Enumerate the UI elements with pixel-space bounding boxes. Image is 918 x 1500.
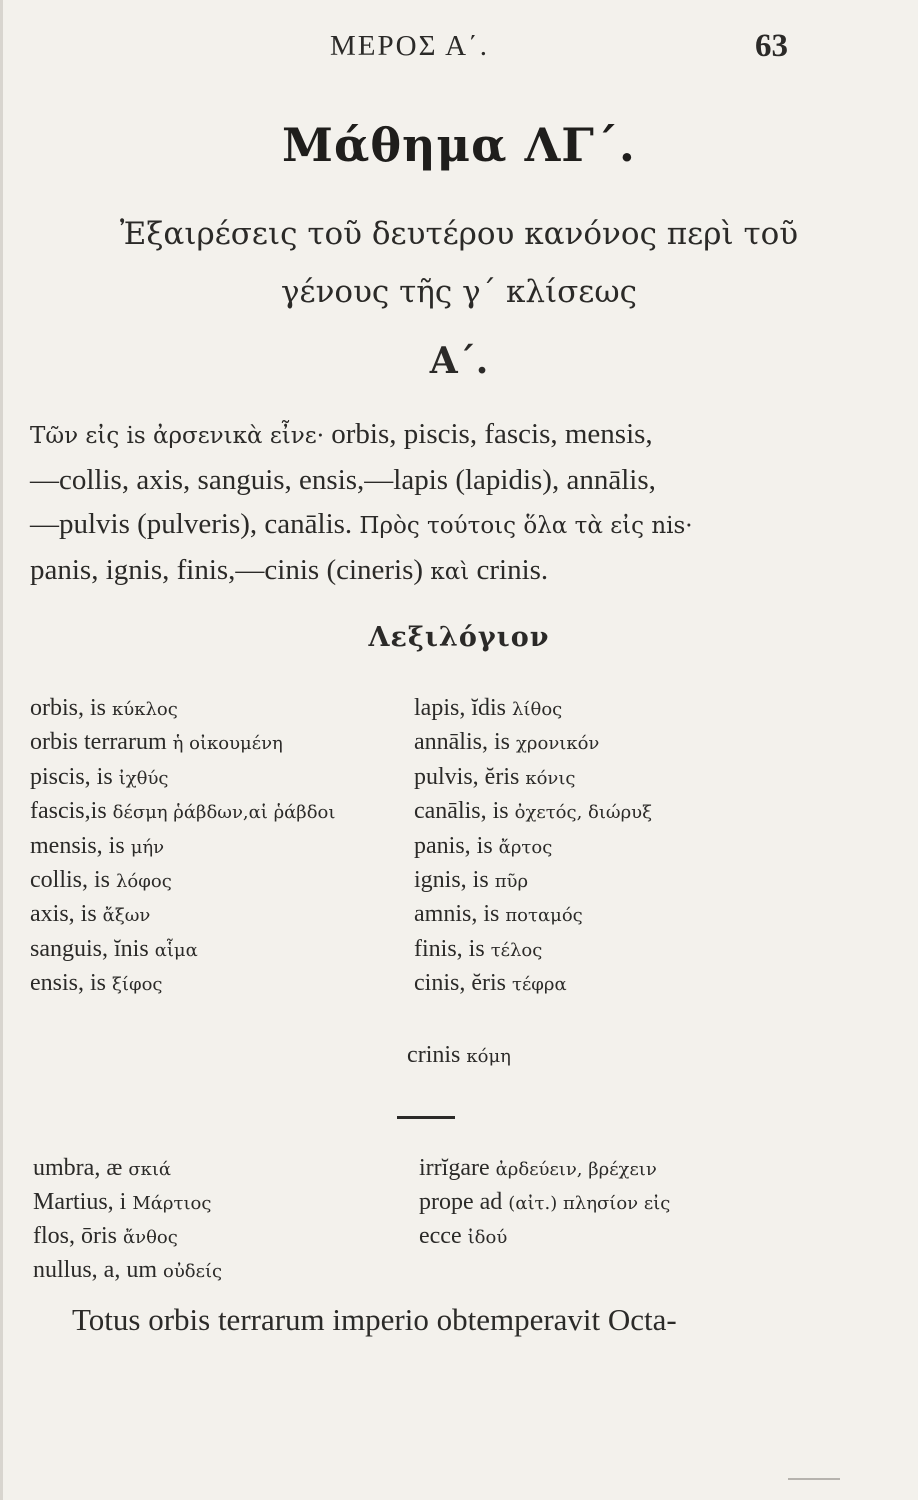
lexicon-entry xyxy=(30,761,405,795)
entry-greek: ξίφος xyxy=(112,974,163,996)
rule-line-3-latin: —pulvis (pulveris), canālis. xyxy=(30,508,360,540)
entry-latin: annālis, is xyxy=(414,729,516,756)
rule-line-1 xyxy=(30,412,810,458)
lexicon-entry xyxy=(30,898,405,932)
entry-latin: canālis, is xyxy=(414,798,515,825)
entry-latin: piscis, is xyxy=(30,763,119,790)
entry-latin: lapis, ĭdis xyxy=(414,695,513,721)
rule-line-1-latin: orbis, piscis, fascis, mensis, xyxy=(324,418,653,450)
rule-line-3-greek: Πρὸς τούτοις ὅλα τὰ εἰς nis· xyxy=(359,513,693,539)
entry-greek: πῦρ xyxy=(494,871,529,893)
entry-greek: χρονικόν xyxy=(516,733,600,755)
entry-latin: flos, ōris xyxy=(33,1223,123,1249)
entry-greek: ἀρδεύειν, βρέχειν xyxy=(495,1159,657,1180)
lexicon-entry xyxy=(414,830,814,864)
entry-greek: μήν xyxy=(130,836,165,858)
entry-greek: ποταμός xyxy=(505,905,583,927)
entry-greek: τέλος xyxy=(490,939,543,961)
vocab-entry xyxy=(419,1186,819,1220)
rule-line-1-greek: Τῶν εἰς is ἀρσενικὰ εἶνε· xyxy=(30,423,325,449)
entry-latin: irrĭgare xyxy=(419,1155,496,1181)
entry-greek: κύκλος xyxy=(112,699,178,720)
entry-latin: ensis, is xyxy=(30,970,113,997)
entry-greek: αἷμα xyxy=(154,939,198,961)
lexicon-entry xyxy=(414,898,814,932)
lexicon-entry xyxy=(30,726,405,760)
entry-greek: τέφρα xyxy=(511,974,567,996)
vocab-entry xyxy=(33,1186,393,1220)
entry-latin: pulvis, ĕris xyxy=(414,763,526,790)
subtitle-line-1: Ἐξαιρέσεις τοῦ δευτέρου κανόνος περὶ τοῦ xyxy=(119,216,799,252)
lexicon-entry xyxy=(414,692,814,726)
lexicon-entry xyxy=(414,864,814,898)
entry-greek: ἄξων xyxy=(102,905,151,927)
entry-latin: mensis, is xyxy=(30,832,131,859)
vocab-entry xyxy=(33,1220,393,1254)
entry-latin: collis, is xyxy=(30,867,117,894)
lexicon-entry xyxy=(414,726,814,760)
vocab-left-column xyxy=(33,1152,393,1288)
entry-latin: crinis xyxy=(407,1042,467,1068)
entry-latin: prope ad xyxy=(419,1189,509,1215)
rule-line-4-end: crinis. xyxy=(469,554,549,586)
entry-greek: (αἰτ.) πλησίον εἰς xyxy=(508,1193,671,1214)
entry-greek: κόνις xyxy=(525,767,576,789)
lexicon-final-entry xyxy=(0,1042,918,1069)
entry-greek: κόμη xyxy=(466,1046,511,1067)
entry-latin: Martius, i xyxy=(33,1189,133,1215)
entry-greek: ἰχθύς xyxy=(118,767,169,789)
entry-latin: ignis, is xyxy=(414,867,495,894)
running-head xyxy=(0,30,918,70)
entry-latin: ecce xyxy=(419,1223,468,1249)
entry-greek: Μάρτιος xyxy=(132,1193,212,1214)
library-stamp-mark xyxy=(788,1478,840,1486)
entry-greek: ἡ οἰκουμένη xyxy=(172,733,283,755)
lexicon-entry xyxy=(30,864,405,898)
lexicon-entry xyxy=(30,830,405,864)
subtitle-line-2: γένους τῆς γ΄ κλίσεως xyxy=(280,274,637,310)
entry-greek: οὐδείς xyxy=(163,1261,223,1282)
entry-greek: σκιά xyxy=(128,1159,172,1180)
entry-greek: ὀχετός, διώρυξ xyxy=(514,802,653,824)
entry-latin: nullus, a, um xyxy=(33,1257,163,1283)
entry-latin: umbra, æ xyxy=(33,1155,129,1181)
lexicon-entry xyxy=(414,967,814,1001)
rule-line-4 xyxy=(30,548,810,594)
rule-line-4-greek: καὶ xyxy=(430,559,470,585)
vocab-entry xyxy=(33,1254,393,1288)
rule-paragraph xyxy=(30,412,810,594)
entry-latin: panis, is xyxy=(414,832,499,859)
rule-line-2: —collis, axis, sanguis, ensis,—lapis (lapidis), annālis, xyxy=(30,464,656,496)
lexicon-entry xyxy=(414,795,814,829)
entry-latin: sanguis, ĭnis xyxy=(30,935,155,962)
lexicon-entry xyxy=(414,933,814,967)
vocab-entry xyxy=(33,1152,393,1186)
lexicon-entry xyxy=(30,692,405,726)
entry-greek: ἄνθος xyxy=(123,1227,178,1248)
entry-latin: orbis, is xyxy=(30,695,113,721)
page-number: 63 xyxy=(755,28,788,64)
entry-greek: ἄρτος xyxy=(498,836,553,858)
lesson-subtitle xyxy=(0,205,918,321)
running-head-title: ΜΕΡΟΣ Α΄. xyxy=(330,30,489,62)
lexicon-right-column xyxy=(414,692,814,1002)
lexicon-heading: Λεξιλόγιον xyxy=(368,622,550,653)
section-divider xyxy=(397,1116,455,1119)
lexicon-entry xyxy=(30,795,405,829)
lesson-title: Μάθημα ΛΓ΄. xyxy=(282,118,636,172)
lexicon-entry xyxy=(414,761,814,795)
entry-greek: ἰδού xyxy=(467,1227,508,1248)
vocab-entry xyxy=(419,1152,819,1186)
lexicon-entry xyxy=(30,967,405,1001)
entry-latin: amnis, is xyxy=(414,901,506,928)
entry-greek: λόφος xyxy=(116,871,172,893)
entry-latin: cinis, ĕris xyxy=(414,970,512,997)
rule-line-3 xyxy=(30,502,810,548)
vocab-entry xyxy=(419,1220,819,1254)
section-label: Α΄. xyxy=(429,340,489,382)
entry-latin: axis, is xyxy=(30,901,103,928)
lexicon-left-column xyxy=(30,692,405,1002)
lexicon-entry xyxy=(30,933,405,967)
entry-greek: λίθος xyxy=(512,699,563,720)
entry-latin: finis, is xyxy=(414,935,491,962)
entry-latin: orbis terrarum xyxy=(30,729,173,756)
rule-line-4-latin: panis, ignis, finis,—cinis (cineris) xyxy=(30,554,431,586)
entry-greek: δέσμη ῥάβδων,αἱ ῥάβδοι xyxy=(112,802,336,824)
vocab-right-column xyxy=(419,1152,819,1254)
exercise-sentence: Totus orbis terrarum imperio obtemperavit Octa- xyxy=(72,1302,677,1337)
entry-latin: fascis,is xyxy=(30,798,113,825)
